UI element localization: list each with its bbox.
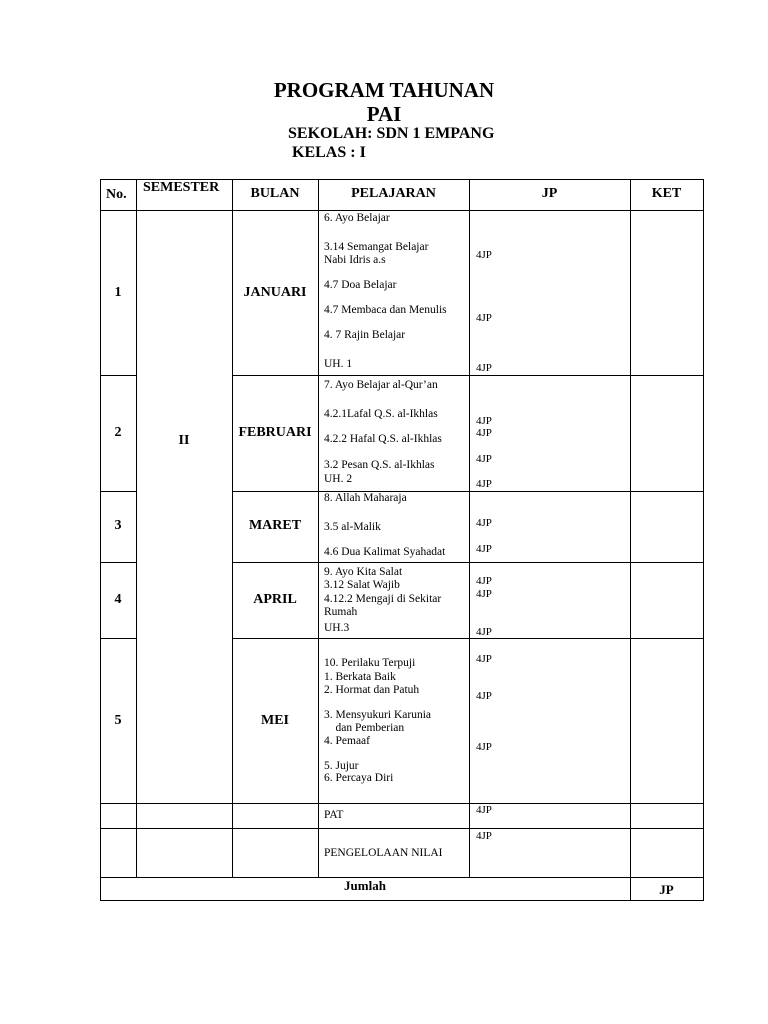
row-number: 4 (114, 592, 122, 607)
lesson-item: 9. Ayo Kita Salat (324, 566, 403, 578)
lesson-item: UH. 2 (324, 473, 353, 485)
lesson-item: 2. Hormat dan Patuh (324, 684, 420, 696)
total-jp: JP (659, 882, 674, 897)
lesson-item: UH. 1 (324, 358, 353, 370)
document-subtitle: PAI (366, 102, 402, 126)
jp-value: 4JP (476, 478, 492, 490)
lesson-item: 8. Allah Maharaja (324, 492, 407, 504)
lesson-item: PAT (324, 809, 344, 821)
semester-value: II (178, 433, 190, 448)
row-number: 3 (114, 518, 122, 533)
total-label: Jumlah (344, 878, 386, 893)
jp-value: 4JP (476, 804, 492, 816)
document-title: PROGRAM TAHUNAN (273, 78, 495, 102)
header-month: BULAN (250, 186, 300, 201)
lesson-item: 4. 7 Rajin Belajar (324, 329, 406, 341)
jp-value: 4JP (476, 626, 492, 638)
row-number: 2 (114, 425, 122, 440)
lesson-item: 7. Ayo Belajar al-Qur’an (324, 379, 438, 391)
jp-value: 4JP (476, 453, 492, 465)
lesson-item: UH.3 (324, 622, 350, 634)
lesson-item: 3.14 Semangat Belajar (324, 241, 429, 253)
lesson-item: 6. Ayo Belajar (324, 212, 390, 224)
jp-value: 4JP (476, 362, 492, 374)
jp-value: 4JP (476, 415, 492, 427)
jp-value: 4JP (476, 830, 492, 842)
lesson-item: 5. Jujur (324, 760, 359, 772)
header-semester: SEMESTER (143, 180, 220, 195)
jp-value: 4JP (476, 575, 492, 587)
lesson-item: 10. Perilaku Terpuji (324, 657, 416, 669)
lesson-item: 3.5 al-Malik (324, 521, 381, 533)
lesson-item: 1. Berkata Baik (324, 671, 396, 683)
month-cell: FEBRUARI (238, 425, 312, 440)
jp-value: 4JP (476, 249, 492, 261)
lesson-item: 4.7 Doa Belajar (324, 279, 397, 291)
lesson-item: 4.7 Membaca dan Menulis (324, 304, 447, 316)
header-lesson: PELAJARAN (351, 186, 436, 201)
month-cell: MEI (261, 713, 289, 728)
month-cell: APRIL (253, 592, 297, 607)
jp-value: 4JP (476, 543, 492, 555)
jp-value: 4JP (476, 588, 492, 600)
school-name: SEKOLAH: SDN 1 EMPANG (288, 125, 495, 142)
lesson-item: Nabi Idris a.s (324, 254, 386, 266)
lesson-item: 4. Pemaaf (324, 735, 370, 747)
month-cell: JANUARI (243, 285, 307, 300)
header-jp: JP (541, 186, 558, 201)
row-number: 1 (114, 285, 122, 300)
lesson-item: 3.2 Pesan Q.S. al-Ikhlas (324, 459, 435, 471)
lesson-item: 4.12.2 Mengaji di Sekitar (324, 593, 442, 605)
lesson-item: 6. Percaya Diri (324, 772, 394, 784)
lesson-item: Rumah (324, 606, 358, 618)
lesson-item: 4.2.2 Hafal Q.S. al-Ikhlas (324, 433, 442, 445)
lesson-item: 4.6 Dua Kalimat Syahadat (324, 546, 446, 558)
row-number: 5 (114, 713, 122, 728)
lesson-item: dan Pemberian (324, 722, 405, 734)
jp-value: 4JP (476, 427, 492, 439)
header-note: KET (651, 186, 682, 201)
class-name: KELAS : I (292, 144, 366, 161)
jp-value: 4JP (476, 653, 492, 665)
jp-value: 4JP (476, 741, 492, 753)
lesson-item: 3. Mensyukuri Karunia (324, 709, 431, 721)
header-no: No. (106, 187, 127, 202)
lesson-item: PENGELOLAAN NILAI (324, 847, 443, 859)
jp-value: 4JP (476, 312, 492, 324)
lesson-item: 3.12 Salat Wajib (324, 579, 400, 591)
jp-value: 4JP (476, 690, 492, 702)
lesson-item: 4.2.1Lafal Q.S. al-Ikhlas (324, 408, 438, 420)
month-cell: MARET (248, 518, 302, 533)
jp-value: 4JP (476, 517, 492, 529)
